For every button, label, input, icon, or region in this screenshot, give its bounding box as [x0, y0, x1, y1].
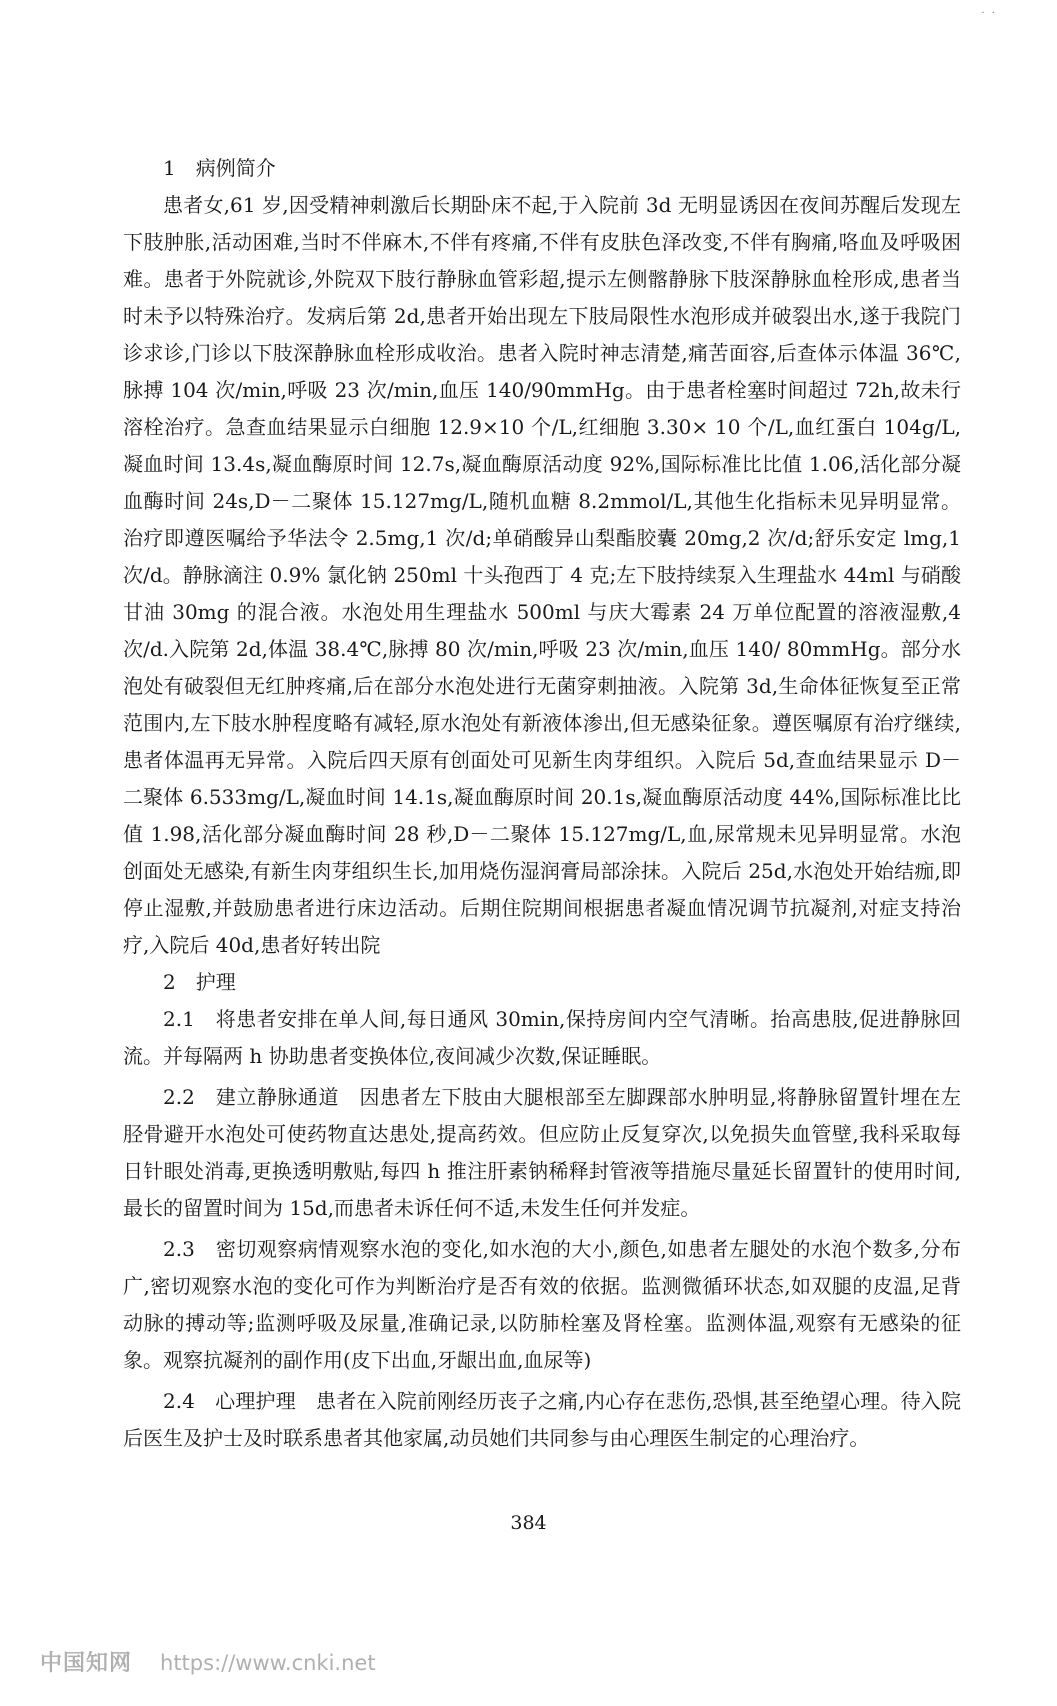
case-summary-paragraph: 患者女,61 岁,因受精神刺激后长期卧床不起,于入院前 3d 无明显诱因在夜间苏醒后发现左下肢肿胀,活动困难,当时不伴麻木,不伴有疼痛,不伴有皮肤色泽改变,不伴有胸痛,咯血及呼吸困难。患者于外院就诊,外院双下肢行静脉血管彩超,提示左侧髂静脉下肢深静脉血栓形成,患者当时未予以特殊治疗。发病后第 2d,患者开始出现左下肢局限性水泡形成并破裂出水,遂于我院门诊求诊,门诊以下肢深静脉血栓形成收治。患者入院时神志清楚,痛苦面容,后查体示体温 36℃,脉搏 104 次/min,呼吸 23 次/min,血压 140/90mmHg。由于患者栓塞时间超过 72h,故未行溶栓治疗。急查血结果显示白细胞 12.9×10 个/L,红细胞 3.30× 10 个/L,血红蛋白 104g/L,凝血时间 13.4s,凝血酶原时间 12.7s,凝血酶原活动度 92%,国际标准比比值 1.06,活化部分凝血酶时间 24s,D－二聚体 15.127mg/L,随机血糖 8.2mmol/L,其他生化指标未见异明显常。治疗即遵医嘱给予华法令 2.5mg,1 次/d;单硝酸异山梨酯胶囊 20mg,2 次/d;舒乐安定 lmg,1 次/d。静脉滴注 0.9% 氯化钠 250ml 十头孢西丁 4 克;左下肢持续泵入生理盐水 44ml 与硝酸甘油 30mg 的混合液。水泡处用生理盐水 500ml 与庆大霉素 24 万单位配置的溶液湿敷,4 次/d.入院第 2d,体温 38.4℃,脉搏 80 次/min,呼吸 23 次/min,血压 140/ 80mmHg。部分水泡处有破裂但无红肿疼痛,后在部分水泡处进行无菌穿刺抽液。入院第 3d,生命体征恢复至正常范围内,左下肢水肿程度略有减轻,原水泡处有新液体渗出,但无感染征象。遵医嘱原有治疗继续,患者体温再无异常。入院后四天原有创面处可见新生肉芽组织。入院后 5d,查血结果显示 D－二聚体 6.533mg/L,凝血时间 14.1s,凝血酶原时间 20.1s,凝血酶原活动度 44%,国际标准比比值 1.98,活化部分凝血酶时间 28 秒,D－二聚体 15.127mg/L,血,尿常规未见异明显常。水泡创面处无感染,有新生肉芽组织生长,加用烧伤湿润膏局部涂抹。入院后 25d,水泡处开始结痂,即停止湿敷,并鼓励患者进行床边活动。后期住院期间根据患者凝血情况调节抗凝剂,对症支持治疗,入院后 40d,患者好转出院 — [123, 193, 961, 957]
nursing-paragraph-2-3: 2.3 密切观察病情观察水泡的变化,如水泡的大小,颜色,如患者左腿处的水泡个数多,分布广,密切观察水泡的变化可作为判断治疗是否有效的依据。监测微循环状态,如双腿的皮温,足背动脉的搏动等;监测呼吸及尿量,准确记录,以防肺栓塞及肾栓塞。监测体温,观察有无感染的征象。观察抗凝剂的副作用(皮下出血,牙龈出血,血尿等) — [123, 1237, 961, 1372]
cnki-url[interactable]: https://www.cnki.net — [160, 1651, 376, 1675]
nursing-paragraph-2-2: 2.2 建立静脉通道 因患者左下肢由大腿根部至左脚踝部水肿明显,将静脉留置针埋在左胫骨避开水泡处可使药物直达患处,提高药效。但应防止反复穿次,以免损失血管壁,我科采取每日针眼处消毒,更换透明敷贴,每四 h 推注肝素钠稀释封管液等措施尽量延长留置针的使用时间,最长的留置时间为 15d,而患者未诉任何不适,未发生任何并发症。 — [123, 1085, 961, 1220]
section-2-heading: 2 护理 — [163, 970, 236, 994]
nursing-paragraph-2-4: 2.4 心理护理 患者在入院前刚经历丧子之痛,内心存在悲伤,恐惧,甚至绝望心理。待入院后医生及护士及时联系患者其他家属,动员她们共同参与由心理医生制定的心理治疗。 — [123, 1389, 961, 1450]
nursing-paragraph-2-1: 2.1 将患者安排在单人间,每日通风 30min,保持房间内空气清晰。抬高患肢,促进静脉回流。并每隔两 h 协助患者变换体位,夜间减少次数,保证睡眠。 — [123, 1007, 961, 1068]
article-body — [123, 150, 961, 1457]
corner-mark: · · — [981, 8, 997, 19]
section-1-heading: 1 病例简介 — [163, 156, 276, 180]
page-number: 384 — [510, 1512, 547, 1534]
watermark-footer — [40, 1646, 376, 1677]
cnki-logo: 中国知网 — [40, 1651, 133, 1676]
